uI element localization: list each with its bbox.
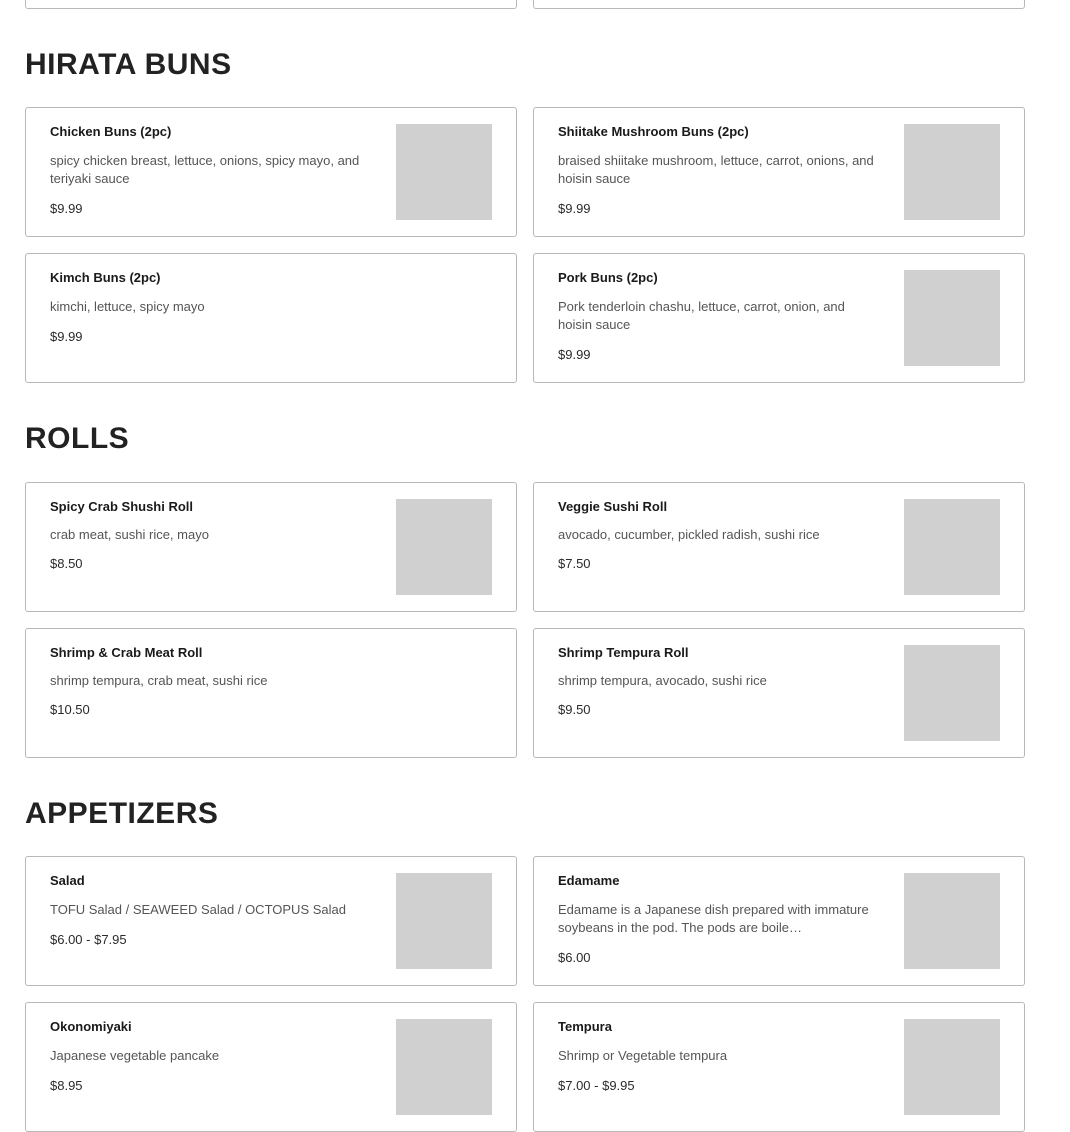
- section-title-rolls: ROLLS: [25, 422, 130, 455]
- item-description: spicy chicken breast, lettuce, onions, spicy mayo, and teriyaki sauce: [50, 153, 360, 186]
- item-price: $9.99: [50, 201, 83, 216]
- menu-item-card[interactable]: [25, 482, 517, 612]
- item-image: [904, 499, 1000, 595]
- menu-item-card-partial[interactable]: [533, 0, 1025, 9]
- item-name: Okonomiyaki: [50, 1019, 132, 1034]
- item-description: Edamame is a Japanese dish prepared with immature soybeans in the pod. The pods are boile…: [558, 902, 869, 935]
- item-description: Shrimp or Vegetable tempura: [558, 1048, 728, 1063]
- item-description: crab meat, sushi rice, mayo: [50, 527, 209, 542]
- item-image: [904, 1019, 1000, 1115]
- item-description: shrimp tempura, crab meat, sushi rice: [50, 673, 268, 688]
- item-price: $9.99: [558, 347, 591, 362]
- item-image: [904, 645, 1000, 741]
- item-image: [396, 873, 492, 969]
- item-name: Tempura: [558, 1019, 612, 1034]
- item-price: $7.50: [558, 556, 591, 571]
- item-description: braised shiitake mushroom, lettuce, carrot, onions, and hoisin sauce: [558, 153, 874, 186]
- item-image: [904, 124, 1000, 220]
- item-image: [396, 1019, 492, 1115]
- item-description: Japanese vegetable pancake: [50, 1048, 220, 1063]
- menu-item-card[interactable]: [25, 1002, 517, 1132]
- item-name: Salad: [50, 873, 85, 888]
- item-image: [904, 270, 1000, 366]
- menu-item-card[interactable]: [533, 482, 1025, 612]
- item-name: Veggie Sushi Roll: [558, 499, 668, 514]
- item-name: Shrimp Tempura Roll: [558, 645, 689, 660]
- menu-item-card[interactable]: [25, 253, 517, 383]
- menu-item-card[interactable]: [533, 107, 1025, 237]
- section-title-hirata-buns: HIRATA BUNS: [25, 48, 232, 81]
- item-description: kimchi, lettuce, spicy mayo: [50, 299, 205, 314]
- item-description: shrimp tempura, avocado, sushi rice: [558, 673, 767, 688]
- item-image: [396, 499, 492, 595]
- item-name: Shrimp & Crab Meat Roll: [50, 645, 203, 660]
- item-name: Pork Buns (2pc): [558, 270, 658, 285]
- item-description: avocado, cucumber, pickled radish, sushi rice: [558, 527, 820, 542]
- item-name: Shiitake Mushroom Buns (2pc): [558, 124, 749, 139]
- menu-item-card-partial[interactable]: [25, 0, 517, 9]
- item-price: $8.50: [50, 556, 83, 571]
- item-price: $9.50: [558, 702, 591, 717]
- item-price: $8.95: [50, 1078, 83, 1093]
- item-price: $6.00: [558, 950, 591, 965]
- item-name: Spicy Crab Shushi Roll: [50, 499, 194, 514]
- section-title-appetizers: APPETIZERS: [25, 797, 219, 830]
- menu-item-card[interactable]: [533, 1002, 1025, 1132]
- menu-item-card[interactable]: [533, 628, 1025, 758]
- item-image: [396, 124, 492, 220]
- item-price: $6.00 - $7.95: [50, 932, 127, 947]
- menu-item-card[interactable]: [25, 628, 517, 758]
- item-price: $10.50: [50, 702, 90, 717]
- item-name: Kimch Buns (2pc): [50, 270, 161, 285]
- menu-item-card[interactable]: [25, 856, 517, 986]
- menu-item-card[interactable]: [533, 253, 1025, 383]
- item-price: $9.99: [558, 201, 591, 216]
- item-description: TOFU Salad / SEAWEED Salad / OCTOPUS Salad: [50, 902, 346, 917]
- item-price: $7.00 - $9.95: [558, 1078, 635, 1093]
- item-name: Edamame: [558, 873, 620, 888]
- menu-item-card[interactable]: [25, 107, 517, 237]
- item-name: Chicken Buns (2pc): [50, 124, 172, 139]
- item-image: [904, 873, 1000, 969]
- item-price: $9.99: [50, 329, 83, 344]
- item-description: Pork tenderloin chashu, lettuce, carrot, onion, and hoisin sauce: [558, 299, 845, 332]
- menu-item-card[interactable]: [533, 856, 1025, 986]
